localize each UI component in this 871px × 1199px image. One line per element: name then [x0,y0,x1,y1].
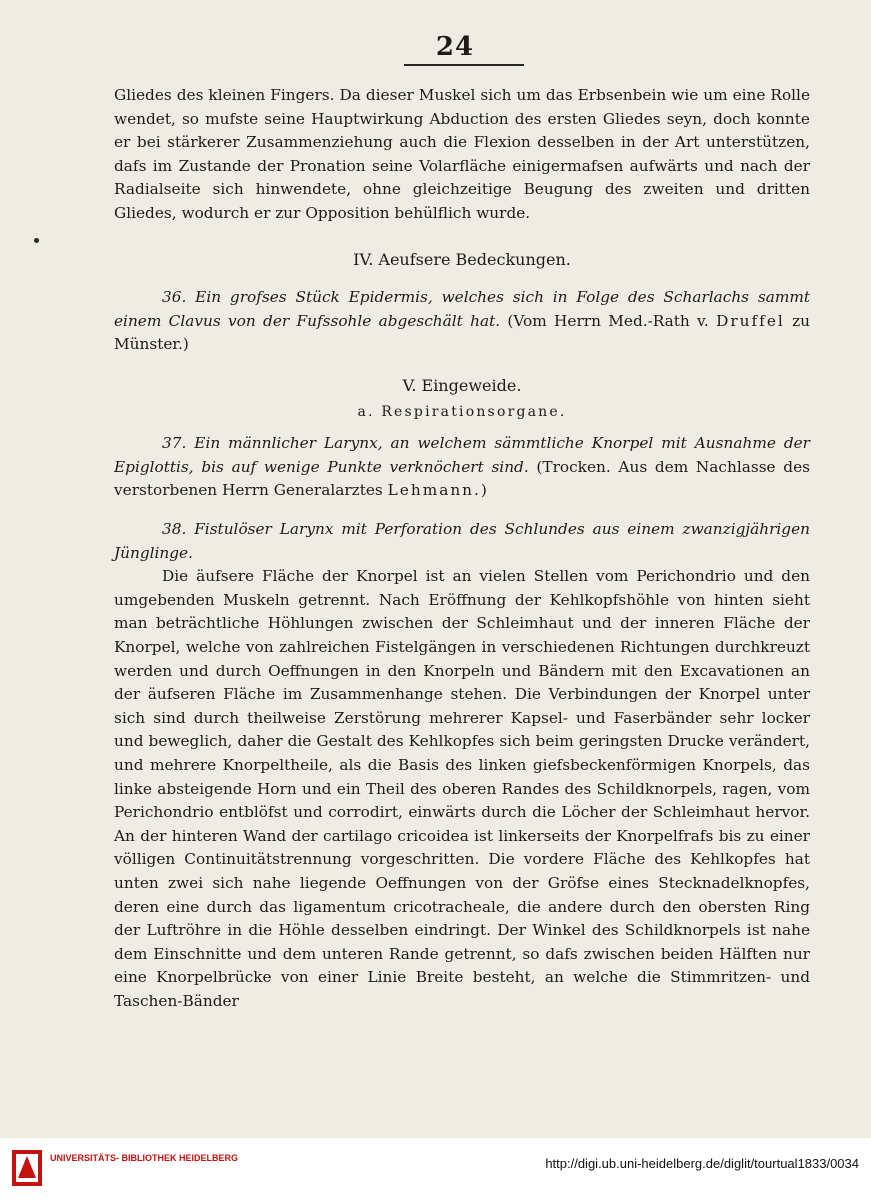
entry-37-name: Lehmann. [387,481,481,500]
source-url[interactable]: http://digi.ub.uni-heidelberg.de/diglit/tourtual1833/0034 [545,1156,859,1171]
entry-38 [114,518,810,1013]
page-number: 24 [435,32,475,62]
university-seal-icon [10,1148,44,1188]
section-heading-iv: IV. Aeufsere Bedeckungen. [353,250,571,269]
entry-36-place: zu Münster.) [114,311,810,354]
paragraph-continued [114,84,810,226]
entry-36 [114,286,810,357]
entry-36-name: Druffel [716,311,785,330]
paragraph-1: Gliedes des kleinen Fingers. Da dieser Muskel sich um das Erbsenbein wie um eine Rolle wendet, so mufste seine Hauptwirkung Abduction des ersten Gliedes seyn, doch konnte er bei stärkerer Zusammenziehung auch die Flexion desselben in der Art unterstützen, dafs im Zustande der Pronation seine Volarfläche einigermafsen aufwärts und nach der Radialseite sich hinwendete, ohne gleichzeitige Beugung des zweiten und dritten Gliedes, wodurch er zur Opposition behülflich wurde. [114,86,810,222]
subsection-heading-a: a. Respirationsorgane. [357,404,567,420]
entry-36-source: (Vom Herrn Med.-Rath v. [507,311,709,330]
library-logo-text: UNIVERSITÄTS- BIBLIOTHEK HEIDELBERG [50,1153,239,1163]
entry-37-title: 37. Ein männlicher Larynx, an welchem sämmtliche Knorpel mit Ausnahme der Epiglottis, bis auf wenige Punkte verknöchert sind. [114,434,810,476]
entry-38-description: Die äufsere Fläche der Knorpel ist an vielen Stellen vom Perichondrio und den umgebenden Muskeln getrennt. Nach Eröffnung der Kehlkopfshöhle von hinten sieht man beträchtliche Höhlungen zwischen der Schleimhaut und der inneren Fläche der Knorpel, welche von zahlreichen Fistelgängen in verschiedenen Richtungen durchkreuzt werden und durch Oeffnungen in den Knorpeln und Bändern mit den Excavationen an der äufseren Fläche im Zusammenhange stehen. Die Verbindungen der Knorpel unter sich sind durch theilweise Zerstörung mehrerer Kapsel- und Faserbänder sehr locker und beweglich, daher die Gestalt des Kehlkopfes sich beim geringsten Drucke verändert, und mehrere Knorpeltheile, als die Basis des linken giefsbeckenförmigen Knorpels, das linke absteigende Horn und ein Theil des oberen Randes des Schildknorpels, ragen, vom Perichondrio entblöfst und corrodirt, einwärts durch die Löcher der Schleimhaut hervor. An der hinteren Wand der cartilago cricoidea ist linkerseits der Knorpelfrafs bis zu einer völligen Continuitätstrennung vorgeschritten. Die vordere Fläche des Kehlkopfes hat unten zwei sich nahe liegende Oeffnungen von der Gröfse eines Stecknadelknopfes, deren eine durch das ligamentum cricotracheale, die andere durch den obersten Ring der Luftröhre in die Höhle desselben eindringt. Der Winkel des Schildknorpels ist nahe dem Einschnitte und dem unteren Rande getrennt, so dafs zwischen beiden Hälften nur eine Knorpelbrücke von einer Linie Breite besteht, an welche die Stimmritzen- und Taschen-Bänder [114,567,810,1010]
entry-37-source: (Trocken. Aus dem Nachlasse des verstorbenen Herrn Generalarztes [114,457,810,500]
entry-36-title: 36. Ein grofses Stück Epidermis, welches sich in Folge des Scharlachs sammt einem Clavus von der Fufssohle abgeschält hat. [114,288,810,330]
section-heading-v: V. Eingeweide. [402,376,522,395]
entry-37-close: ) [480,481,487,500]
page-number-rule [404,64,524,66]
footer-bar [0,1138,871,1199]
entry-37 [114,432,810,503]
margin-dot [34,238,39,243]
entry-38-title: 38. Fistulöser Larynx mit Perforation des Schlundes aus einem zwanzigjährigen Jünglinge. [114,520,810,562]
